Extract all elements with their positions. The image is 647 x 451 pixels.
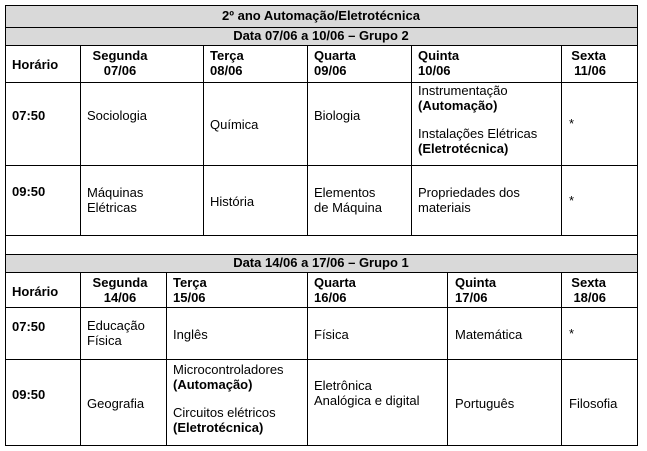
week2-header-horario: Horário <box>12 284 59 299</box>
week2-row1-tue: Inglês <box>173 327 208 342</box>
week1-row1-thu: Instrumentação (Automação) Instalações Elétricas (Eletrotécnica) <box>418 83 538 156</box>
week2-row2-mon: Geografia <box>87 396 145 411</box>
week1-row2-mon: Máquinas Elétricas <box>87 185 144 215</box>
page-title: 2º ano Automação/Eletrotécnica <box>222 8 420 23</box>
week2-row1-mon: Educação Física <box>87 318 145 348</box>
week2-row2-fri: Filosofia <box>569 396 618 411</box>
week2-row1-wed: Física <box>314 327 349 342</box>
week1-header-wed: Quarta 09/06 <box>314 48 356 78</box>
week1-header-tue: Terça 08/06 <box>210 48 244 78</box>
week1-row1-time: 07:50 <box>12 108 46 123</box>
week2-row1-fri: * <box>569 326 575 341</box>
week1-header-fri: Sexta 11/06 <box>571 48 606 78</box>
week2-header-fri: Sexta 18/06 <box>571 275 606 305</box>
week2-header-thu: Quinta 17/06 <box>455 275 497 305</box>
week1-row1-fri: * <box>569 116 575 131</box>
week2-row1-time: 07:50 <box>12 319 46 334</box>
week1-row1-wed: Biologia <box>314 108 361 123</box>
week2-row2-tue: Microcontroladores (Automação) Circuitos elétricos (Eletrotécnica) <box>173 362 284 435</box>
week1-row1-tue: Química <box>210 117 259 132</box>
week1-row1-mon: Sociologia <box>87 108 147 123</box>
week1-row2-fri: * <box>569 193 575 208</box>
week2-row2-thu: Português <box>455 396 515 411</box>
week1-row2-tue: História <box>210 194 255 209</box>
week1-row2-time: 09:50 <box>12 184 46 199</box>
week2-header-mon: Segunda 14/06 <box>92 275 148 305</box>
week2-header-tue: Terça 15/06 <box>173 275 207 305</box>
week1-row2-wed: Elementos de Máquina <box>314 185 382 215</box>
week2-row2-wed: Eletrônica Analógica e digital <box>314 378 420 408</box>
week1-heading: Data 07/06 a 10/06 – Grupo 2 <box>233 28 409 43</box>
week2-header-wed: Quarta 16/06 <box>314 275 356 305</box>
week2-heading: Data 14/06 a 17/06 – Grupo 1 <box>233 255 409 270</box>
week1-header-horario: Horário <box>12 57 59 72</box>
week1-row2-thu: Propriedades dos materiais <box>418 185 520 215</box>
week1-header-thu: Quinta 10/06 <box>418 48 460 78</box>
week1-header-mon: Segunda 07/06 <box>92 48 148 78</box>
week2-row1-thu: Matemática <box>455 327 523 342</box>
week2-row2-time: 09:50 <box>12 387 46 402</box>
